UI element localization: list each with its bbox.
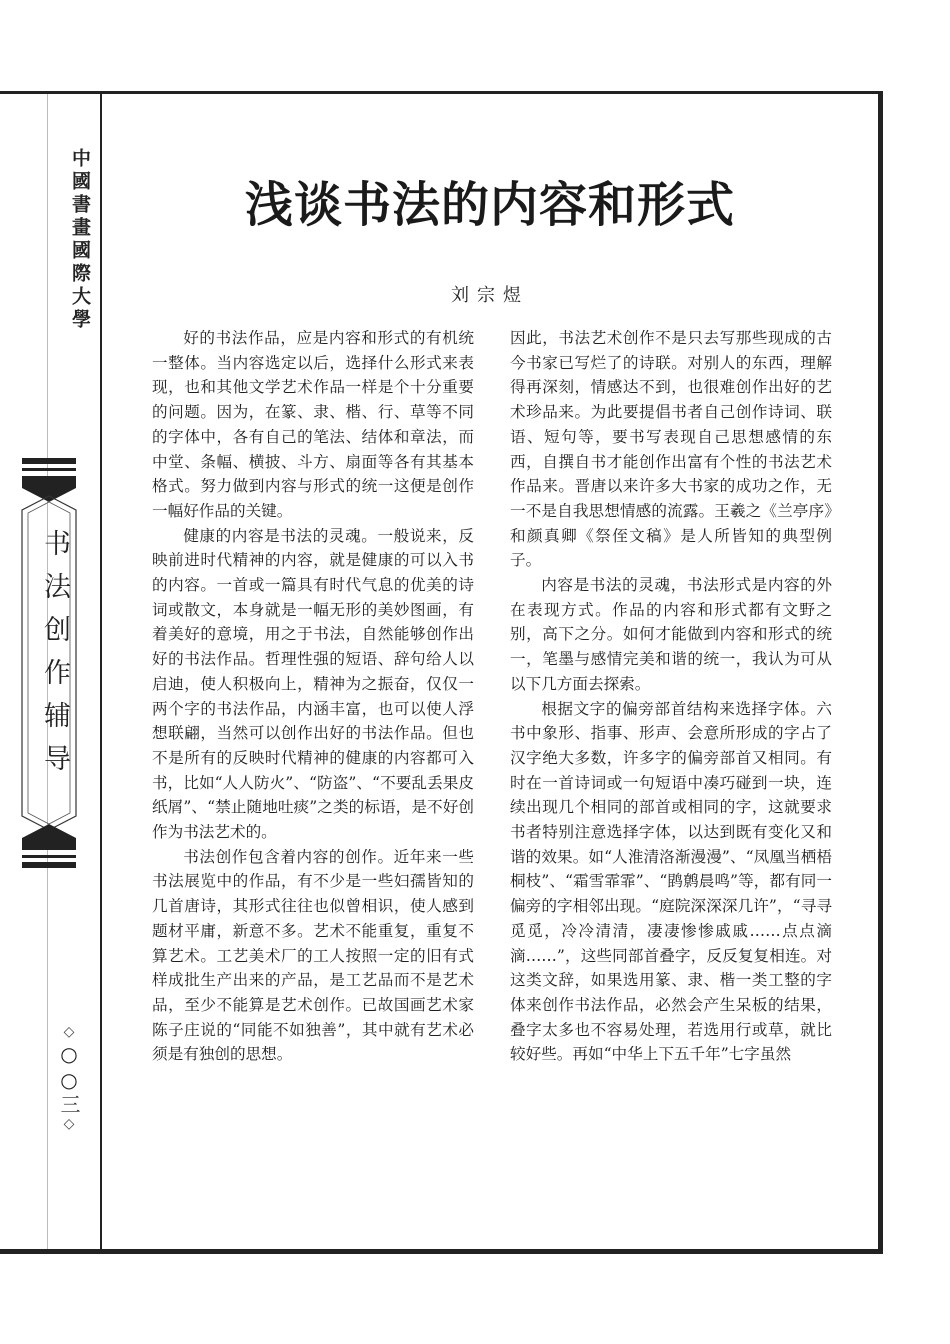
article-title: 浅谈书法的内容和形式 xyxy=(244,177,735,233)
paragraph: 好的书法作品，应是内容和形式的有机统一整体。当内容选定以后，选择什么形式来表现，也和其他文学艺术作品一样是个十分重要的问题。因为，在篆、隶、楷、行、草等不同的字体中，各有自己的笔法、结体和章法，而中堂、条幅、横披、斗方、扇面等各有其基本格式。努力做到内容与形式的统一这便是创作一幅好作品的关键。 xyxy=(152,329,474,520)
sidebar-divider xyxy=(100,94,102,1249)
paragraph: 书法创作包含着内容的创作。近年来一些书法展览中的作品，有不少是一些妇孺皆知的几首唐诗，其形式往往也似曾相识，使人感到题材平庸，新意不多。艺术不能重复，重复不算艺术。工艺美术厂的工人按照一定的旧有式样成批生产出来的产品，是工艺品而不是艺术品，至少不能算是艺术创作。已故国画艺术家陈子庄说的“同能不如独善”，其中就有艺术必须是有独创的思想。 xyxy=(152,847,474,1064)
paragraph-continued: 因此，书法艺术创作不是只去写那些现成的古今书家已写烂了的诗联。对别人的东西，理解得再深刻，情感达不到，也很难创作出好的艺术珍品来。为此要提倡书者自己创作诗词、联语、短句等，要书写表现自己思想感情的东西，自撰自书才能创作出富有个性的书法艺术作品来。晋唐以来许多大书家的成功之作，无一不是自我思想情感的流露。王羲之《兰亭序》和颜真卿《祭侄文稿》是人所皆知的典型例子。 xyxy=(510,329,832,570)
section-label: 书法创作辅导 xyxy=(39,529,70,787)
left-column xyxy=(152,326,474,1067)
paragraph: 根据文字的偏旁部首结构来选择字体。六书中象形、指事、形声、会意所形成的字占了汉字绝大多数，许多字的偏旁部首又相同。有时在一首诗词或一句短语中凑巧碰到一块，连续出现几个相同的部首或相同的字，这就要求书者特别注意选择字体，以达到既有变化又和谐的效果。如“人淮清洛渐漫漫”、“凤凰当栖梧桐枝”、“霜雪霏霏”、“鹍鹩晨鸣”等，都有同一偏旁的字相邻出现。“庭院深深深几许”，“寻寻觅觅，冷冷清清，凄凄惨惨戚戚……点点滴滴……”，这些同部首叠字，反反复复相连。对这类文辞，如果选用篆、隶、楷一类工整的字体来创作书法作品，必然会产生呆板的结果，叠字太多也不容易处理，若选用行或草，就比较好些。再如“中华上下五千年”七字虽然 xyxy=(510,699,832,1064)
paragraph: 健康的内容是书法的灵魂。一般说来，反映前进时代精神的内容，就是健康的可以入书的内容。一首或一篇具有时代气息的优美的诗词或散文，本身就是一幅无形的美妙图画，有着美好的意境，用之于书法，自然能够创作出好的书法作品。哲理性强的短语、辞句给人以启迪，使人积极向上，精神为之振奋，仅仅一两个字的书法作品，内涵丰富，也可以使人浮想联翩，当然可以创作出好的书法作品。但也不是所有的反映时代精神的健康的内容都可入书，比如“人人防火”、“防盗”、“不要乱丢果皮纸屑”、“禁止随地吐痰”之类的标语，是不好创作为书法艺术的。 xyxy=(152,526,474,842)
right-column xyxy=(510,326,832,1067)
page-number-text: ○○三 xyxy=(57,1042,81,1116)
article-author: 刘宗煜 xyxy=(451,285,529,306)
section-label-ornament xyxy=(18,458,80,868)
page-number xyxy=(57,1024,84,1134)
diamond-icon: ◇ xyxy=(61,1116,77,1134)
diamond-icon: ◇ xyxy=(61,1024,77,1042)
paragraph: 内容是书法的灵魂，书法形式是内容的外在表现方式。作品的内容和形式都有文野之别，高下之分。如何才能做到内容和形式的统一，笔墨与感情完美和谐的统一，我认为可从以下几方面去探索。 xyxy=(510,576,832,693)
school-name: 中國書畫國際大學 xyxy=(69,148,91,332)
